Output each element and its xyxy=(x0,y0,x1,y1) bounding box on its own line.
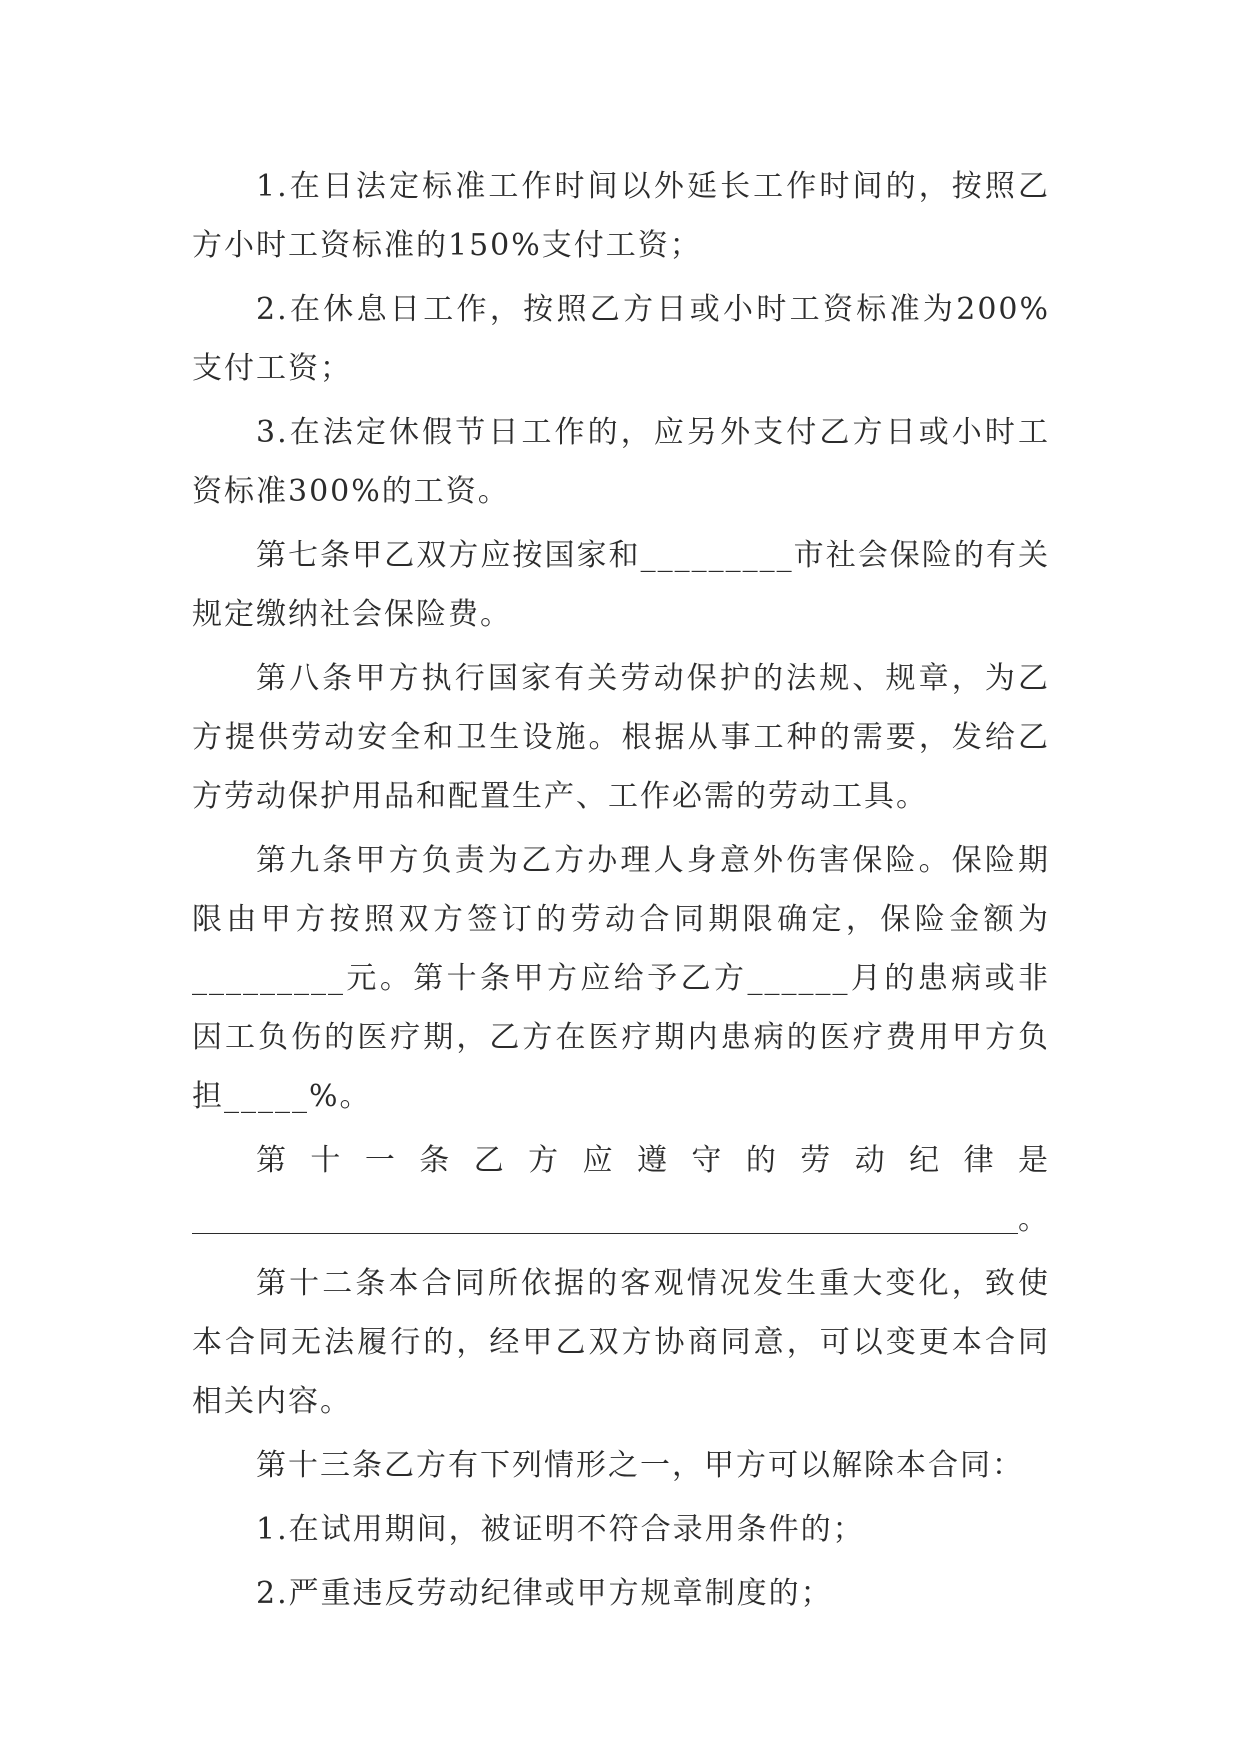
paragraph-overtime-weekday: 1.在日法定标准工作时间以外延长工作时间的，按照乙方小时工资标准的150%支付工资； xyxy=(192,169,1050,263)
paragraph-article-7: 第七条甲乙双方应按国家和_________市社会保险的有关规定缴纳社会保险费。 xyxy=(192,538,1050,632)
paragraph-article-8: 第八条甲方执行国家有关劳动保护的法规、规章，为乙方提供劳动安全和卫生设施。根据从事工种的需要，发给乙方劳动保护用品和配置生产、工作必需的劳动工具。 xyxy=(192,661,1050,814)
paragraph-termination-item-2: 2.严重违反劳动纪律或甲方规章制度的； xyxy=(256,1576,833,1611)
paragraph-article-9-10: 第九条甲方负责为乙方办理人身意外伤害保险。保险期限由甲方按照双方签订的劳动合同期限确定，保险金额为_________元。第十条甲方应给予乙方______月的患病或非因工负伤的医疗期，乙方在医疗期内患病的医疗费用甲方负担_____%。 xyxy=(192,843,1050,1114)
paragraph-article-11: 第十一条乙方应遵守的劳动纪律是 xyxy=(256,1143,1050,1178)
paragraph-termination-item-1: 1.在试用期间，被证明不符合录用条件的； xyxy=(256,1512,865,1547)
paragraph-article-13: 第十三条乙方有下列情形之一，甲方可以解除本合同： xyxy=(256,1448,1024,1483)
fill-in-blank xyxy=(192,1233,1018,1234)
document-page xyxy=(192,157,1050,1628)
paragraph-overtime-restday: 2.在休息日工作，按照乙方日或小时工资标准为200%支付工资； xyxy=(192,292,1050,386)
article-11-blank-line xyxy=(192,1190,1050,1249)
article-11-period: 。 xyxy=(1018,1202,1050,1237)
paragraph-overtime-holiday: 3.在法定休假节日工作的，应另外支付乙方日或小时工资标准300%的工资。 xyxy=(192,415,1050,509)
paragraph-article-12: 第十二条本合同所依据的客观情况发生重大变化，致使本合同无法履行的，经甲乙双方协商同意，可以变更本合同相关内容。 xyxy=(192,1266,1050,1419)
